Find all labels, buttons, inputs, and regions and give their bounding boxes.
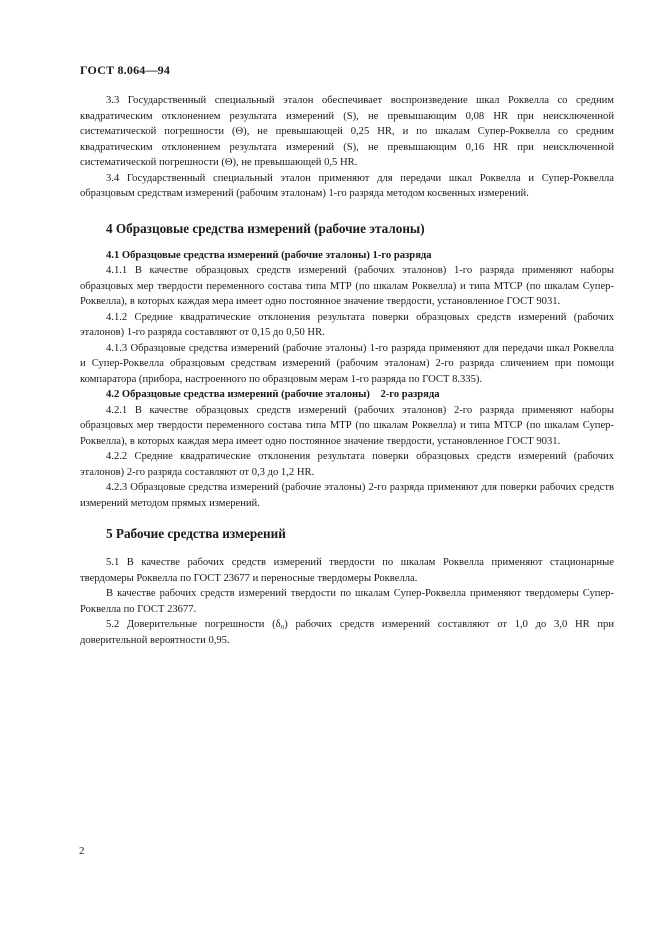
document-header: ГОСТ 8.064—94 <box>80 63 171 77</box>
paragraph-5-1: 5.1 В качестве рабочих средств измерений твердости по шкалам Роквелла применяют стационарные твердомеры Роквелла по ГОСТ 23677 и переносные твердомеры Роквелла. <box>80 557 614 584</box>
paragraph-4-2-1: 4.2.1 В качестве образцовых средств измерений (рабочих эталонов) 2-го разряда применяют наборы образцовых мер твердости переменного состава типа МТР (по шкалам Роквелла) и типа МТСР (по шкалам Супер-Роквелла), в которых каждая мера имеет одно постоянное значение твердости, установленное ГОСТ 9031. <box>80 404 614 447</box>
paragraph-4-1-1: 4.1.1 В качестве образцовых средств измерений (рабочих эталонов) 1-го разряда применяют наборы образцовых мер твердости переменного состава типа МТР (по шкалам Роквелла) и типа МТСР (по шкалам Супер-Роквелла), в которых каждая мера имеет одно постоянное значение твердости, установленное ГОСТ 9031. <box>80 265 614 307</box>
paragraph-5-1-continued: В качестве рабочих средств измерений твердости по шкалам Супер-Роквелла применяют твердомеры Супер-Роквелла по ГОСТ 23677. <box>80 588 614 615</box>
section-4-heading: 4 Образцовые средства измерений (рабочие эталоны) <box>106 220 425 236</box>
paragraph-4-2-3: 4.2.3 Образцовые средства измерений (рабочие эталоны) 2-го разряда применяют для поверки рабочих средств измерений методом прямых измерений. <box>80 482 614 509</box>
subsection-4-1-heading: 4.1 Образцовые средства измерений (рабочие эталоны) 1-го разряда <box>106 249 432 261</box>
paragraph-4-1-3: 4.1.3 Образцовые средства измерений (рабочие эталоны) 1-го разряда применяют для передачи шкал Роквелла и Супер-Роквелла образцовым средствам измерений (рабочим эталонам) 2-го разряда сличением при помощи компаратора (прибора, настроенного по образцовым мерам 1-го разряда по ГОСТ 8.335). <box>80 342 614 385</box>
paragraph-3-3: 3.3 Государственный специальный эталон обеспечивает воспроизведение шкал Роквелла со средним квадратическим отклонением результата измерений (S), не превышающим 0,08 HR при неисключенной систематической погрешности (Θ), не превышающей 0,25 HR, и по шкалам Супер-Роквелла со средним квадратическим отклонением результата измерений (S), не превышающим 0,16 HR при неисключенной систематической погрешности (Θ), не превышающей 0,5 HR. <box>80 95 614 168</box>
paragraph-3-4: 3.4 Государственный специальный эталон применяют для передачи шкал Роквелла и Супер-Роквелла образцовым средствам измерений (рабочим эталонам) 1-го разряда методом косвенных измерений. <box>80 172 614 199</box>
paragraph-5-2: 5.2 Доверительные погрешности (δ₀) рабочих средств измерений составляют от 1,0 до 3,0 HR при доверительной вероятности 0,95. <box>80 619 614 646</box>
page-number: 2 <box>79 845 85 857</box>
paragraph-4-1-2: 4.1.2 Средние квадратические отклонения результата поверки образцовых средств измерений (рабочих эталонов) 1-го разряда составляют от 0,15 до 0,50 HR. <box>80 311 614 338</box>
section-5-heading: 5 Рабочие средства измерений <box>106 526 286 541</box>
subsection-4-2-heading: 4.2 Образцовые средства измерений (рабочие эталоны) 2-го разряда <box>106 389 440 400</box>
document-body <box>80 93 614 648</box>
paragraph-4-2-2: 4.2.2 Средние квадратические отклонения результата поверки образцовых средств измерений (рабочих эталонов) 2-го разряда составляют от 0,3 до 1,2 HR. <box>80 451 614 478</box>
